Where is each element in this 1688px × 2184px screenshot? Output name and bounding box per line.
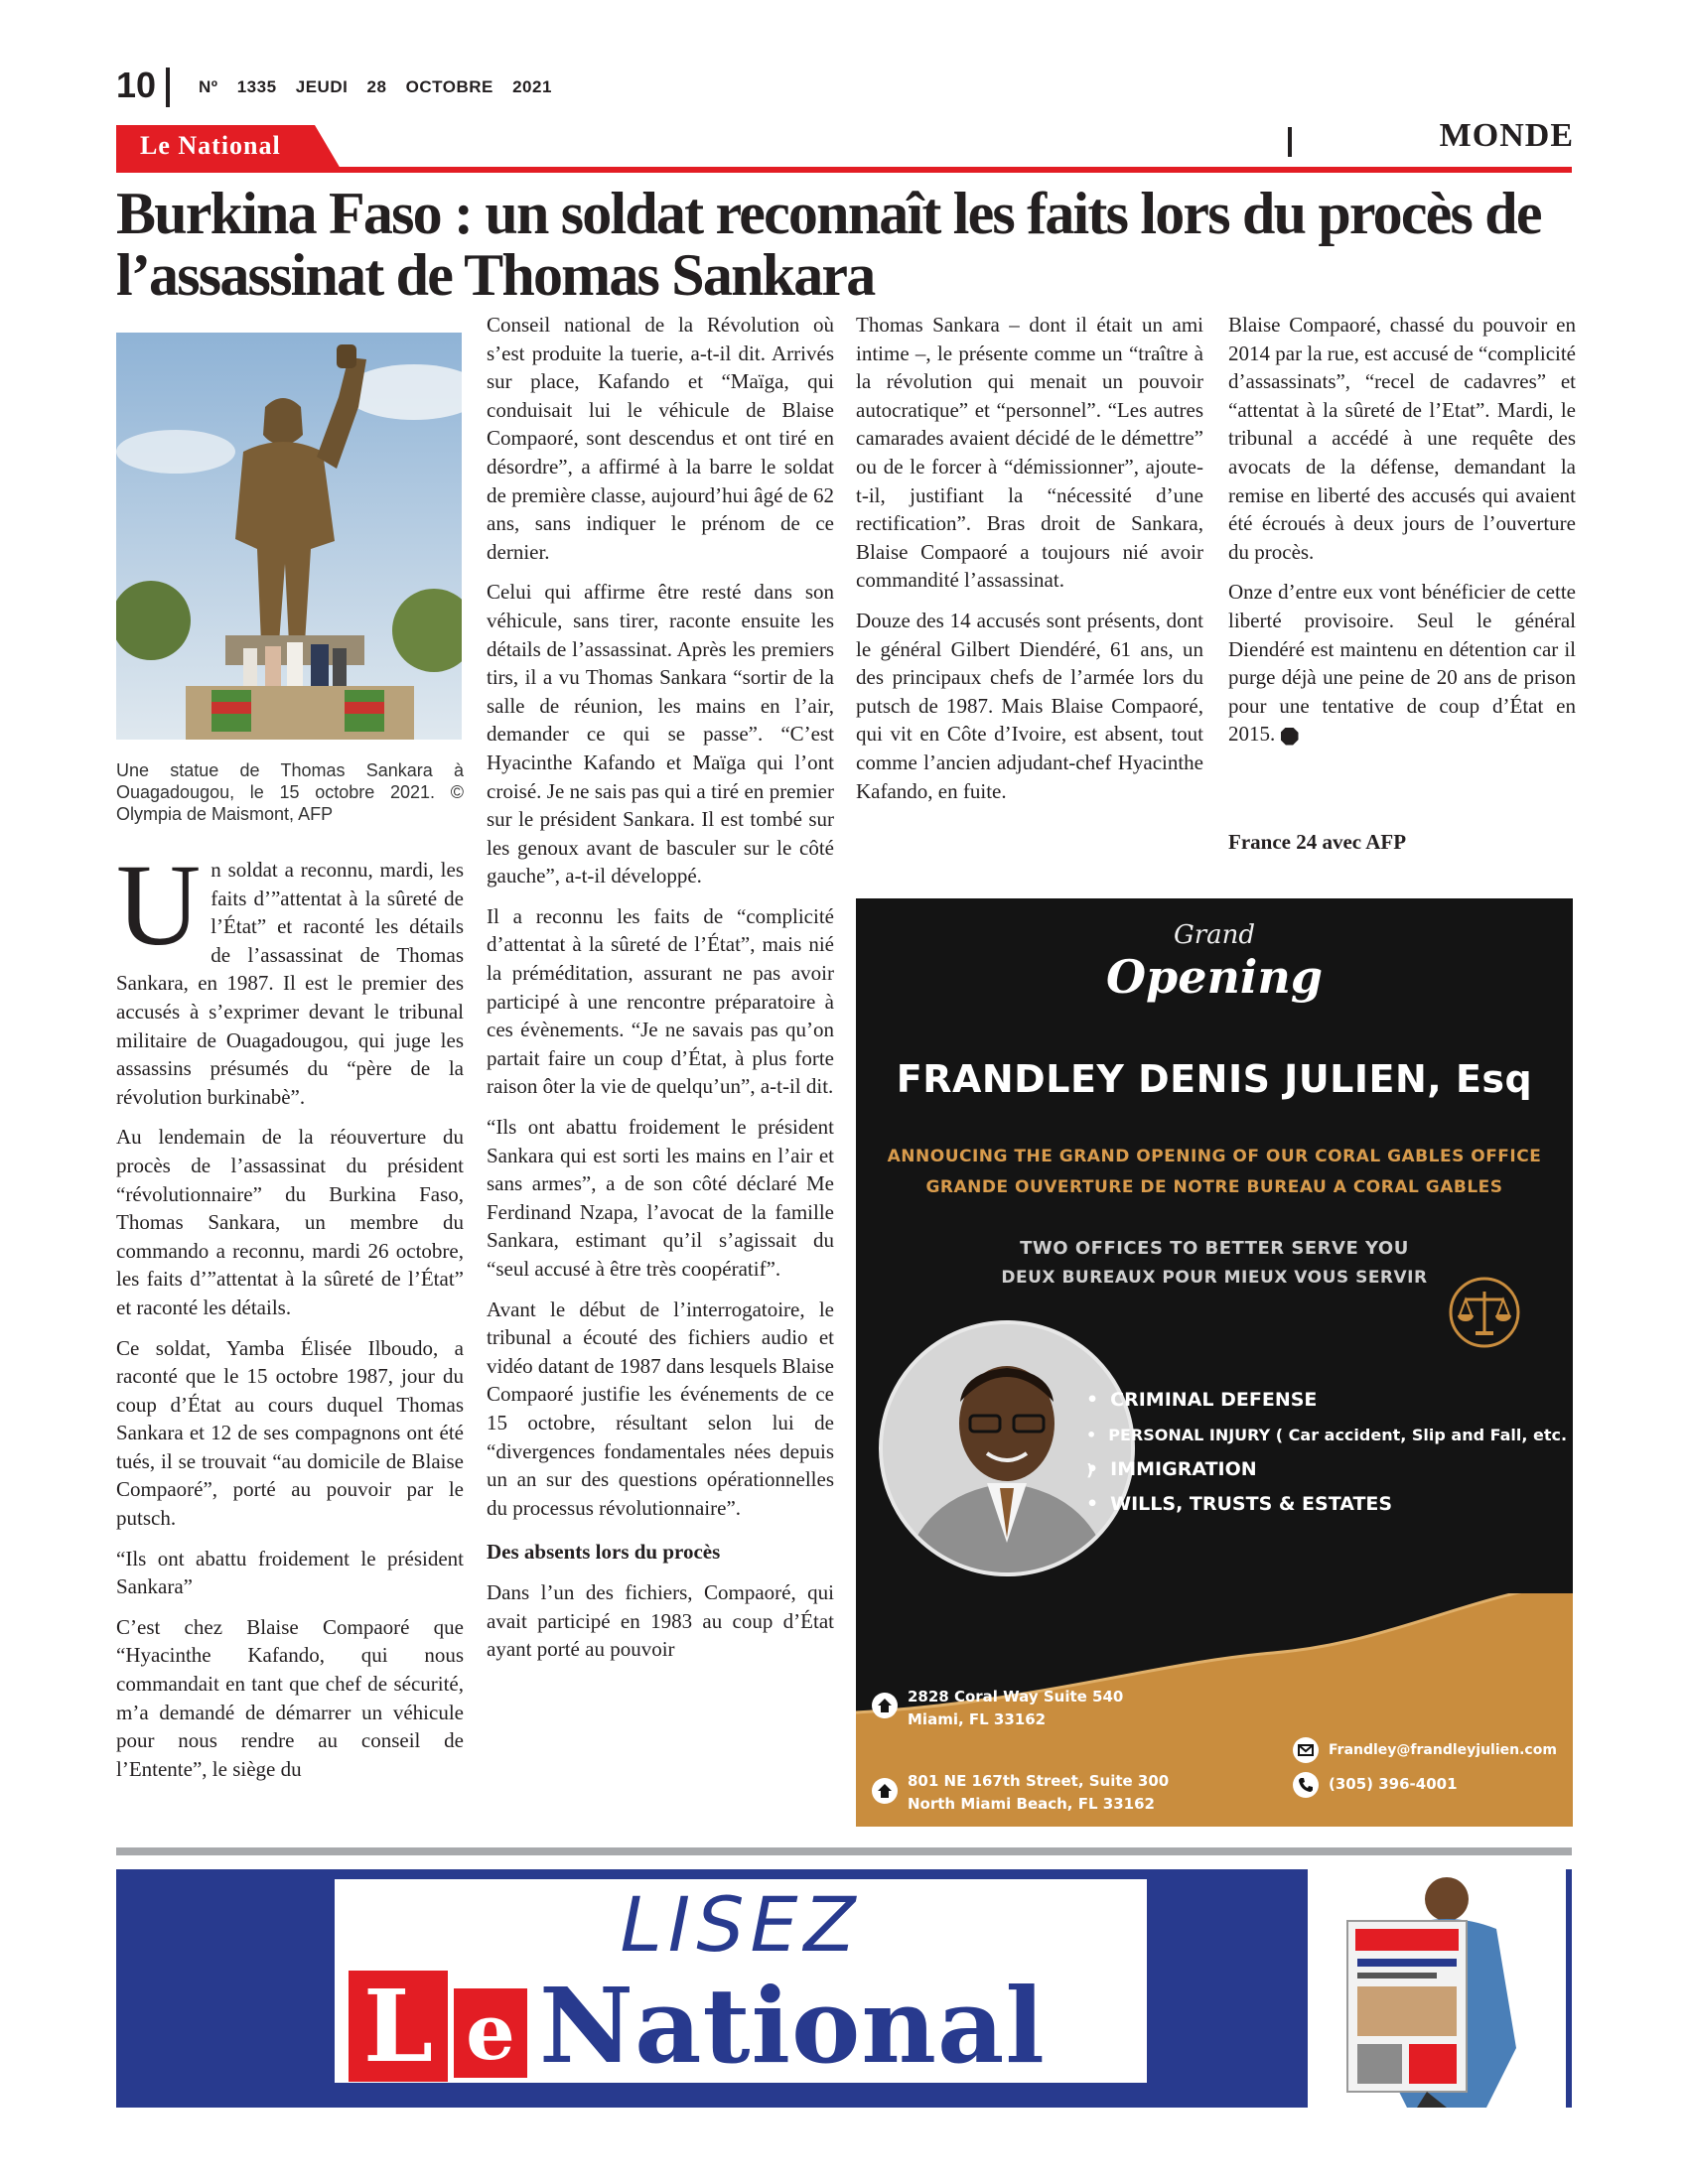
paragraph: “Ils ont abattu froidement le président Sankara qui est sorti les mains en l’air et sans armes”, a de son côté déclaré Me Ferdinand Nzapa, l’avocat de la famille Sankara, estimant qu’il s’agissait du “seul accusé à être très coopératif”.: [487, 1115, 834, 1281]
ad-attorney-name: FRANDLEY DENIS JULIEN, Esq: [896, 1057, 1533, 1101]
home-icon: [872, 1693, 898, 1718]
email-icon: [1293, 1737, 1319, 1763]
ad-offices-fr: DEUX BUREAUX POUR MIEUX VOUS SERVIR: [1001, 1268, 1428, 1288]
service-item: • CRIMINAL DEFENSE: [1086, 1383, 1573, 1418]
ad-announcement-en: ANNOUCING THE GRAND OPENING OF OUR CORAL GABLES OFFICE: [887, 1147, 1542, 1166]
lisez-le-national-banner[interactable]: [116, 1869, 1572, 2108]
end-mark-icon: [1281, 728, 1299, 746]
article-column-1: [116, 840, 464, 1795]
photo-caption: Une statue de Thomas Sankara à Ouagadougou, le 15 octobre 2021. © Olympia de Maismont, AFP: [116, 760, 464, 824]
ad-address-2: 801 NE 167th Street, Suite 300 North Miami Beach, FL 33162: [908, 1772, 1170, 1813]
article-column-2: [487, 311, 834, 1676]
paragraph: Blaise Compaoré, chassé du pouvoir en 2014 par la rue, est accusé de “complicité d’assassinats”, “recel de cadavres” et “attentat à la sûreté de l’Etat”. Mardi, le tribunal a accédé à une requête des avocats de la défense, demandant la remise en liberté des accusés qui avaient été écroués à deux jours de l’ouverture du procès.: [1228, 313, 1576, 564]
subheading: Des absents lors du procès: [487, 1540, 721, 1565]
article-column-4: [1228, 311, 1576, 760]
paragraph: Conseil national de la Révolution où s’est produite la tuerie, a-t-il dit. Arrivés sur place, Kafando et “Maïga, qui conduisait lui le véhicule de Blaise Compaoré, sont descendus et ont tiré en désordre”, a affirmé à la barre le soldat de première classe, aujourd’hui âgé de 62 ans, sans indiquer le prénom de ce dernier.: [487, 313, 834, 564]
header-rule: [116, 167, 1572, 173]
paragraph: Avant le début de l’interrogatoire, le tribunal a écouté des fichiers audio et vidéo datant de 1987 dans lesquels Blaise Compaoré justifie les événements de ce 15 octobre, résultant selon lui de “divergences fondamentales nées depuis un an sur des questions opérationnelles du processus révolutionnaire”.: [487, 1297, 834, 1520]
home-icon: [872, 1778, 898, 1804]
dropcap: U: [116, 840, 202, 970]
section-label: MONDE: [1439, 117, 1574, 154]
law-office-advertisement[interactable]: [856, 898, 1573, 1827]
issue-date-line: Nº 1335 JEUDI 28 OCTOBRE 2021: [199, 77, 552, 96]
paragraph: Thomas Sankara – dont il était un ami intime –, le présente comme un “traître à la révolution qui menait un pouvoir autocratique” et “personnel”. “Les autres camarades avaient décidé de le démettre” ou de le forcer à “démissionner”, ajoute-t-il, justifiant la “nécessité d’une rectification”. Bras droit de Sankara, Blaise Compaoré a toujours nié avoir commandité l’assassinat.: [856, 313, 1203, 593]
ad-grand-text: Grand: [1173, 920, 1256, 950]
paragraph: “Ils ont abattu froidement le président Sankara”: [116, 1546, 464, 1599]
paragraph: Au lendemain de la réouverture du procès de l’assassinat du président “révolutionnaire” du Burkina Faso, Thomas Sankara, un membre du commando a reconnu, mardi 26 octobre, les faits d’”attentat à la sûreté de l’État” et raconté les détails.: [116, 1125, 464, 1319]
brand-tab: [116, 125, 341, 169]
logo-letter-e: e: [454, 1988, 527, 2078]
banner-logo-panel: [335, 1879, 1147, 2087]
sankara-statue-photo: [116, 333, 462, 740]
phone-icon: [1293, 1772, 1319, 1798]
paragraph: Dans l’un des fichiers, Compaoré, qui avait participé en 1983 au coup d’État ayant porté au pouvoir: [487, 1579, 834, 1662]
section-divider: [1288, 127, 1292, 157]
lead-paragraph: Un soldat a reconnu, mardi, les faits d’”attentat à la sûreté de l’État” et raconté les détails de l’assassinat de Thomas Sankara, en 1987. Il est le premier des accusés à s’exprimer devant le tribunal militaire de Ouagadougou, qui juge les assassins présumés du “père de la révolution burkinabè”.: [116, 840, 464, 1109]
article-source: France 24 avec AFP: [1228, 830, 1407, 854]
paragraph: C’est chez Blaise Compaoré que “Hyacinthe Kafando, qui nous commandait en tant que chef de sécurité, m’a demandé de démarrer un véhicule pour nous rendre au conseil de l’Entente”, le siège du: [116, 1614, 464, 1781]
logo-name: National: [539, 1965, 1046, 2087]
paragraph: Douze des 14 accusés sont présents, dont le général Gilbert Diendéré, 61 ans, un des principaux chefs de l’armée lors du putsch de 1987. Mais Blaise Compaoré, qui vit en Côte d’Ivoire, est absent, tout comme l’ancien adjudant-chef Hyacinthe Kafando, en fuite.: [856, 608, 1203, 803]
logo-letter-l: L: [349, 1971, 448, 2082]
article-column-3: [856, 311, 1203, 817]
service-item: • IMMIGRATION: [1086, 1452, 1573, 1487]
ad-opening-text: Opening: [1105, 950, 1324, 1004]
brand-name: Le National: [140, 131, 281, 160]
article-headline: Burkina Faso : un soldat reconnaît les faits lors du procès de l’assassinat de Thomas Sankara: [116, 181, 1541, 308]
ad-services-list: [1086, 1383, 1573, 1522]
ad-email[interactable]: Frandley@frandleyjulien.com: [1329, 1742, 1557, 1758]
ad-offices-en: TWO OFFICES TO BETTER SERVE YOU: [1020, 1238, 1409, 1259]
reader-with-newspaper-illustration: [1308, 1869, 1566, 2108]
page-number-divider: [166, 68, 170, 107]
service-item: • WILLS, TRUSTS & ESTATES: [1086, 1487, 1573, 1522]
banner-lisez-text: LISEZ: [620, 1880, 862, 1969]
ad-announcement-fr: GRANDE OUVERTURE DE NOTRE BUREAU A CORAL GABLES: [925, 1177, 1503, 1197]
page-number: 10: [116, 65, 157, 105]
paragraph: Onze d’entre eux vont bénéficier de cette liberté provisoire. Seul le général Diendéré est maintenu en détention car il purge déjà une peine de 20 ans de prison pour une tentative de coup d’État en 2015.: [1228, 580, 1576, 747]
ad-phone[interactable]: (305) 396-4001: [1329, 1775, 1458, 1793]
page-divider: [116, 1847, 1572, 1855]
paragraph: Il a reconnu les faits de “complicité d’attentat à la sûreté de l’État”, mais nié la préméditation, assurant ne pas avoir participé à une rencontre préparatoire à ces évènements. “Je ne savais pas qu’on partait faire un coup d’État, à plus forte raison ôter la vie de quelqu’un”, a-t-il dit.: [487, 903, 834, 1099]
service-item: • PERSONAL INJURY ( Car accident, Slip and Fall, etc. ): [1086, 1418, 1573, 1452]
paragraph: Celui qui affirme être resté dans son véhicule, sans tirer, raconte ensuite les détails de l’assassinat. Après les premiers tirs, il a vu Thomas Sankara “sortir de la salle de réunion, les mains en l’air, demander ce qui se passe”. “C’est Hyacinthe Kafando et Maïga qui l’ont croisé. Je ne sais pas qui a tiré en premier sur le président Sankara. Il est tombé sur les genoux avant de basculer sur le côté gauche”, a-t-il développé.: [487, 580, 834, 888]
paragraph: Ce soldat, Yamba Élisée Ilboudo, a raconté que le 15 octobre 1987, jour du coup d’État au cours duquel Thomas Sankara et 12 de ses compagnons ont été tués, il se trouvait “au domicile de Blaise Compaoré”, porté au pouvoir par le putsch.: [116, 1335, 464, 1531]
scales-of-justice-icon: [1448, 1276, 1521, 1349]
ad-address-1: 2828 Coral Way Suite 540 Miami, FL 33162: [908, 1688, 1124, 1728]
